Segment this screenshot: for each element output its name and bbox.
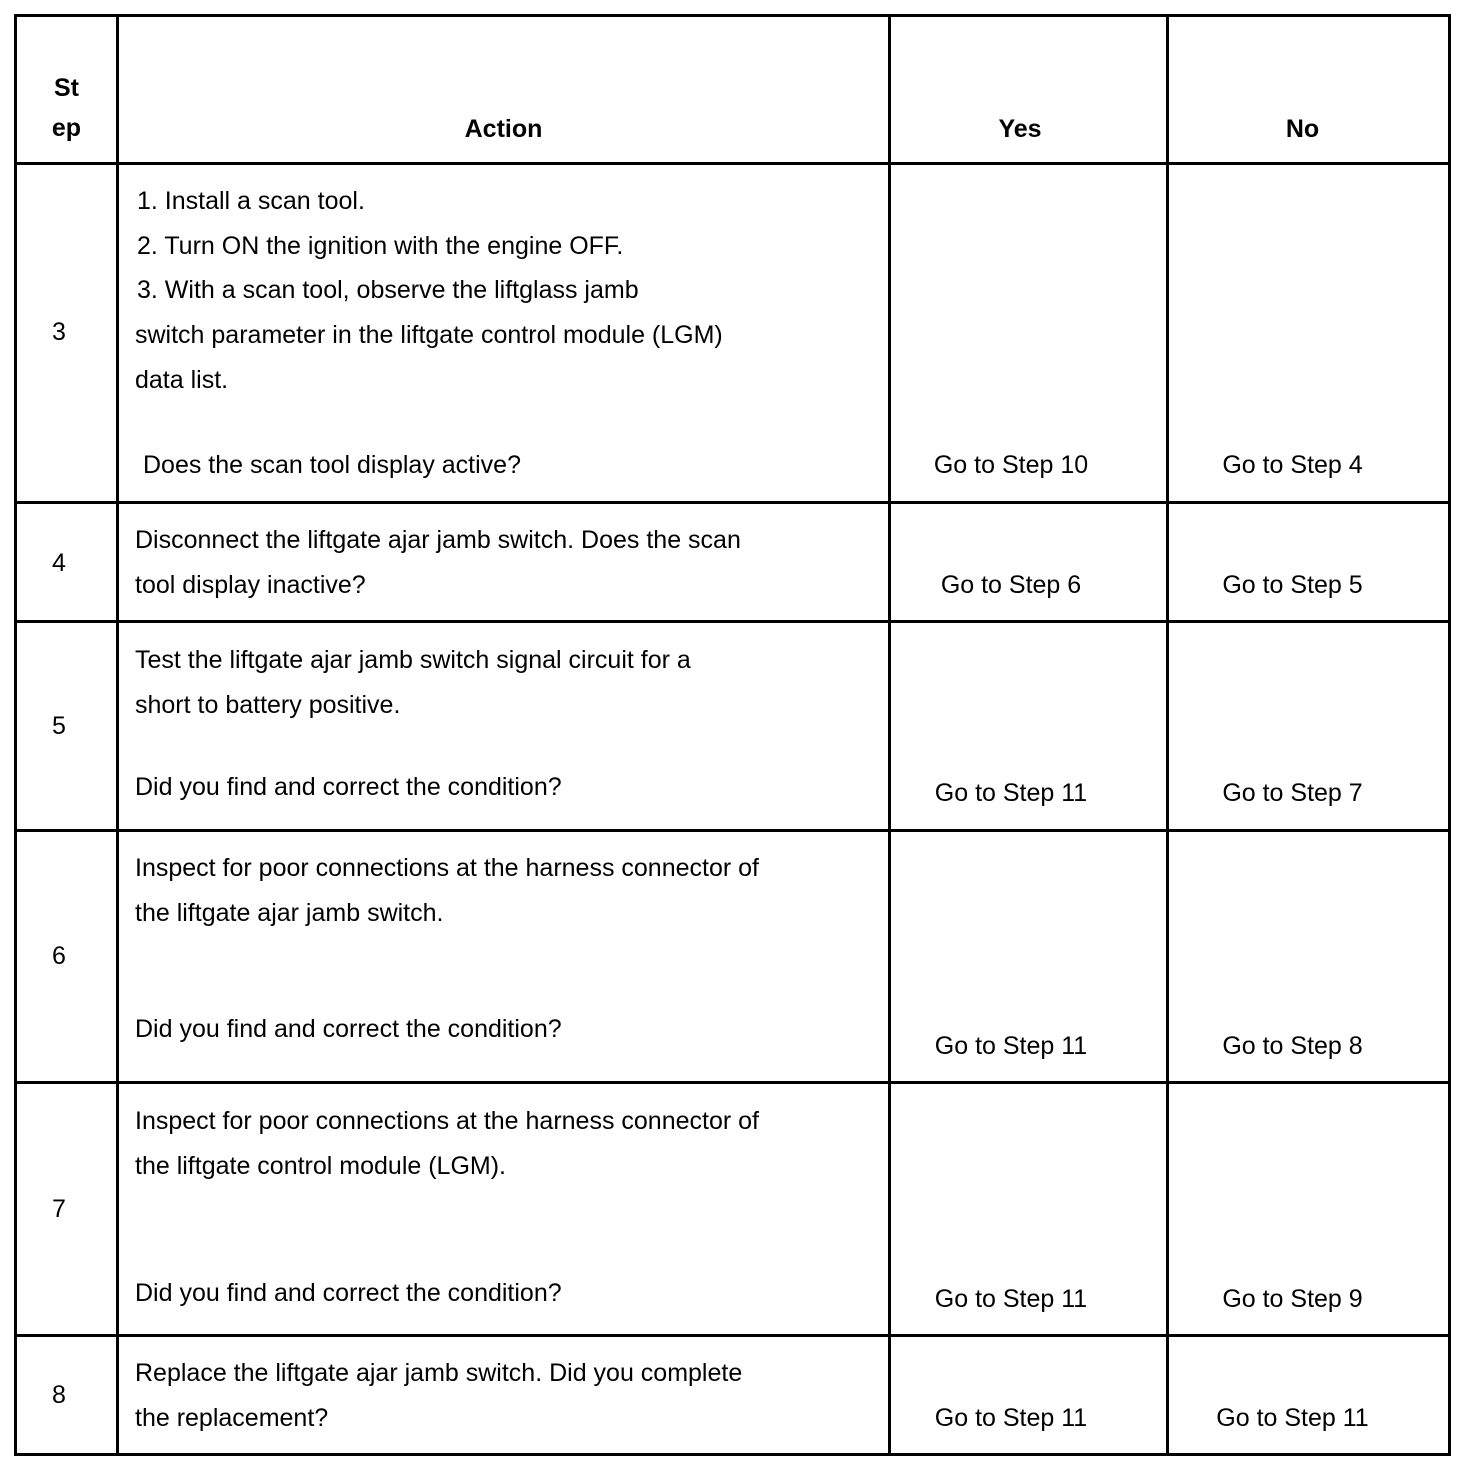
column-divider (116, 14, 119, 1456)
step-number: 8 (52, 1381, 66, 1409)
table-border-right (1448, 14, 1451, 1456)
action-question: Did you find and correct the condition? (135, 1279, 562, 1307)
step-number: 7 (52, 1195, 66, 1223)
action-list-item: 2. Turn ON the ignition with the engine OFF. (137, 232, 624, 260)
table-border-bottom (14, 1453, 1451, 1456)
action-list-item: 1. Install a scan tool. (137, 187, 365, 215)
action-text: Inspect for poor connections at the harness connector of the liftgate control module (LGM). (135, 1107, 759, 1180)
row-divider (14, 620, 1451, 623)
table-border-top (14, 14, 1451, 17)
header-no: No (1285, 115, 1320, 143)
row-divider (14, 1334, 1451, 1337)
yes-result: Go to Step 11 (934, 779, 1088, 807)
action-question: Did you find and correct the condition? (135, 1015, 562, 1043)
row-divider (14, 162, 1451, 165)
action-text: Inspect for poor connections at the harness connector of the liftgate ajar jamb switch. (135, 854, 759, 927)
row-divider (14, 829, 1451, 832)
step-number: 4 (52, 549, 66, 577)
no-result: Go to Step 9 (1222, 1285, 1363, 1313)
step-number: 3 (52, 318, 66, 346)
no-result: Go to Step 7 (1222, 779, 1363, 807)
step-number: 6 (52, 942, 66, 970)
yes-result: Go to Step 11 (934, 1404, 1088, 1432)
step-number: 5 (52, 712, 66, 740)
action-list-item: 3. With a scan tool, observe the liftglass jamb (137, 276, 639, 304)
action-text: switch parameter in the liftgate control module (LGM) data list. (135, 321, 723, 394)
row-divider (14, 1081, 1451, 1084)
header-action: Action (464, 115, 543, 143)
action-question: Did you find and correct the condition? (135, 773, 562, 801)
header-step: St ep (51, 74, 82, 142)
no-result: Go to Step 5 (1222, 571, 1363, 599)
yes-result: Go to Step 11 (934, 1032, 1088, 1060)
no-result: Go to Step 4 (1222, 451, 1363, 479)
yes-result: Go to Step 10 (933, 451, 1089, 479)
row-divider (14, 501, 1451, 504)
action-text: Test the liftgate ajar jamb switch signal circuit for a short to battery positive. (135, 646, 691, 719)
header-yes: Yes (998, 115, 1042, 143)
action-text: Replace the liftgate ajar jamb switch. Did you complete the replacement? (135, 1359, 743, 1432)
yes-result: Go to Step 11 (934, 1285, 1088, 1313)
column-divider (888, 14, 891, 1456)
no-result: Go to Step 8 (1222, 1032, 1363, 1060)
action-question: Does the scan tool display active? (143, 451, 521, 479)
action-text: Disconnect the liftgate ajar jamb switch. Does the scan tool display inactive? (135, 526, 741, 599)
yes-result: Go to Step 6 (940, 571, 1082, 599)
column-divider (1166, 14, 1169, 1456)
no-result: Go to Step 11 (1216, 1404, 1369, 1432)
